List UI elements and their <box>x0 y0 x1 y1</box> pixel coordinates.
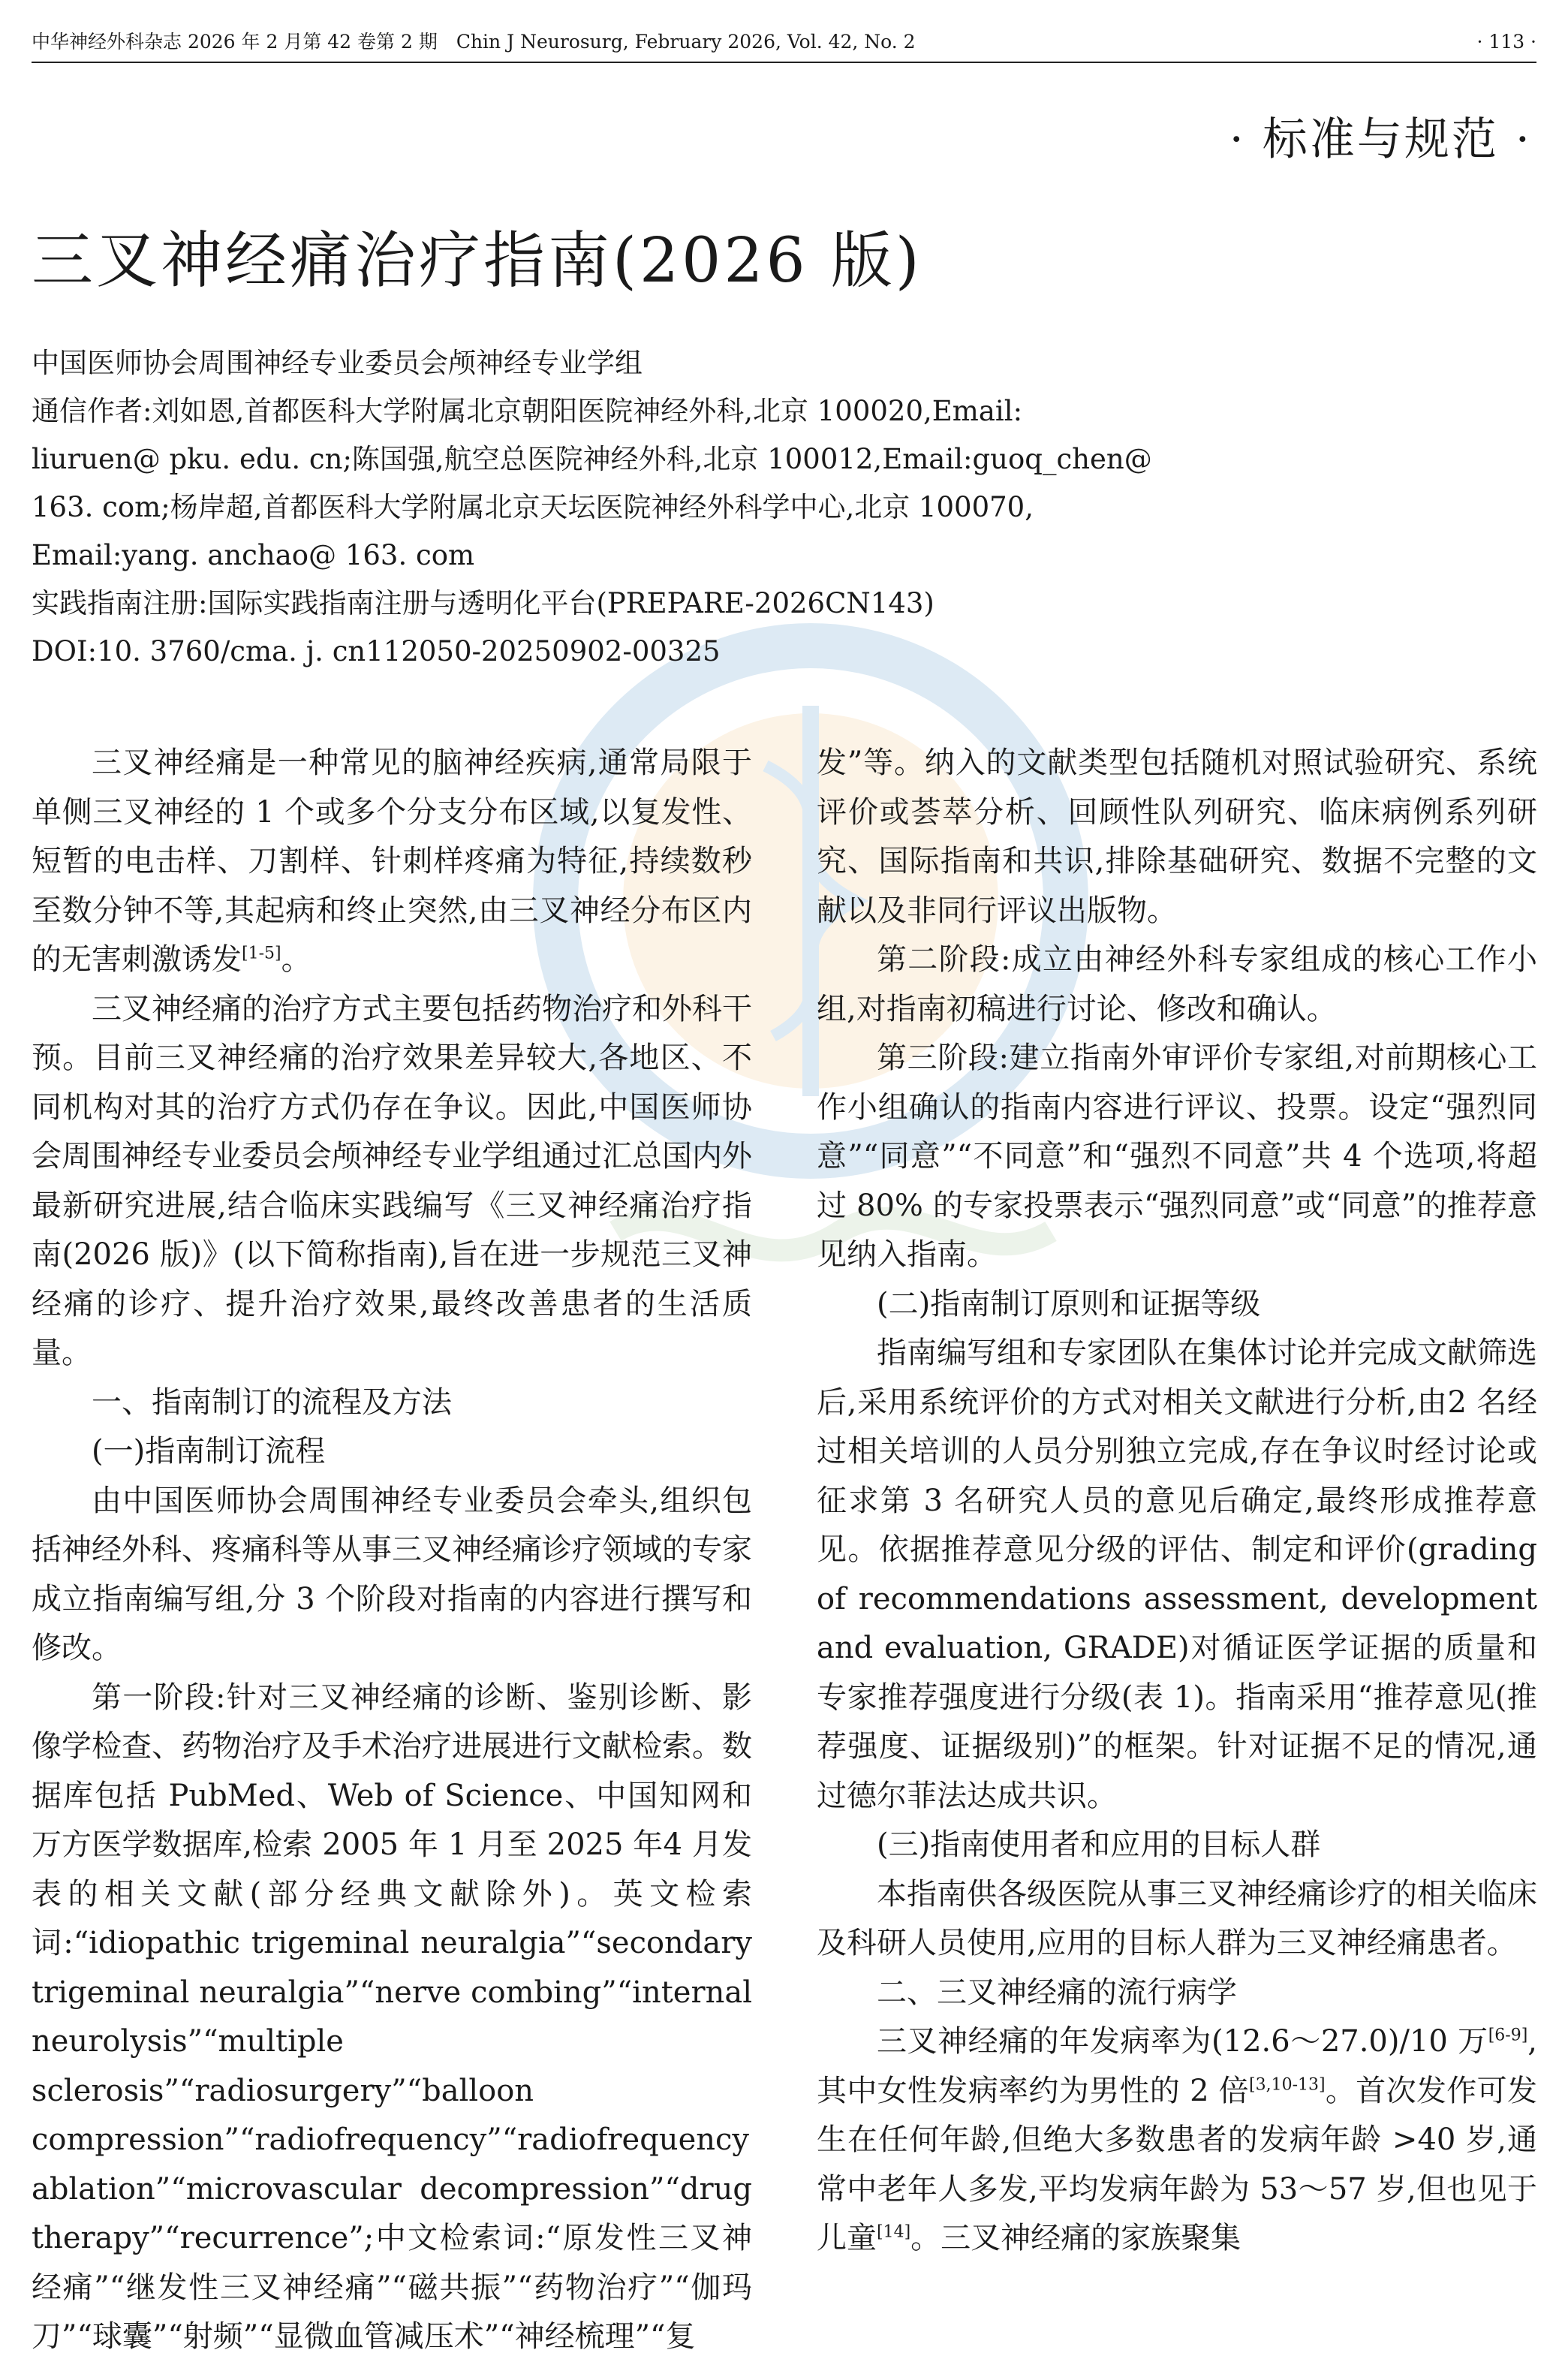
author-group: 中国医师协会周围神经专业委员会颅神经专业学组 <box>32 347 643 379</box>
running-header <box>32 20 1536 63</box>
corresponding-authors-line-3: 163. com;杨岸超,首都医科大学附属北京天坛医院神经外科学中心,北京 100070, <box>32 491 1034 523</box>
intro-paragraph-1: 三叉神经痛是一种常见的脑神经疾病,通常局限于单侧三叉神经的 1 个或多个分支分布区域,以复发性、短暂的电击样、刀割样、针刺样疼痛为特征,持续数秒至数分钟不等,其起病和终止突然,由三叉神经分布区内的无害刺激诱发[1-5]。 <box>32 746 752 977</box>
guideline-registry: 实践指南注册:国际实践指南注册与透明化平台(PREPARE-2026CN143) <box>32 587 934 619</box>
corresponding-authors-line-4: Email:yang. anchao@ 163. com <box>32 539 475 571</box>
subsection-heading-1-1: (一)指南制订流程 <box>92 1434 326 1469</box>
right-column <box>817 739 1537 2264</box>
target-users-paragraph: 本指南供各级医院从事三叉神经痛诊疗的相关临床及科研人员使用,应用的目标人群为三叉神经痛患者。 <box>817 1876 1537 1960</box>
left-column <box>32 739 752 2362</box>
stage-two-paragraph: 第二阶段:成立由神经外科专家组成的核心工作小组,对指南初稿进行讨论、修改和确认。 <box>817 942 1537 1026</box>
evidence-paragraph: 指南编写组和专家团队在集体讨论并完成文献筛选后,采用系统评价的方式对相关文献进行分析,由2 名经过相关培训的人员分别独立完成,存在争议时经讨论或征求第 3 名研究人员的意见后确定,最终形成推荐意见。依据推荐意见分级的评估、制定和评价(grading of recommendations assessment, development and evaluation, GRADE)对循证医学证据的质量和专家推荐强度进行分级(表 1)。指南采用“推荐意见(推荐强度、证据级别)”的框架。针对证据不足的情况,通过德尔菲法达成共识。 <box>817 1336 1537 1813</box>
subsection-heading-1-3: (三)指南使用者和应用的目标人群 <box>877 1827 1321 1862</box>
stage-one-continued: 发”等。纳入的文献类型包括随机对照试验研究、系统评价或荟萃分析、回顾性队列研究、临床病例系列研究、国际指南和共识,排除基础研究、数据不完整的文献以及非同行评议出版物。 <box>817 746 1537 928</box>
article-title: 三叉神经痛治疗指南(2026 版) <box>32 225 922 297</box>
stage-three-paragraph: 第三阶段:建立指南外审评价专家组,对前期核心工作小组确认的指南内容进行评议、投票。设定“强烈同意”“同意”“不同意”和“强烈不同意”共 4 个选项,将超过 80% 的专家投票表示“强烈同意”或“同意”的推荐意见纳入指南。 <box>817 1041 1537 1272</box>
process-paragraph: 由中国医师协会周围神经专业委员会牵头,组织包括神经外科、疼痛科等从事三叉神经痛诊疗领域的专家成立指南编写组,分 3 个阶段对指南的内容进行撰写和修改。 <box>32 1483 752 1665</box>
article-meta <box>32 339 1308 676</box>
citation-ref: [14] <box>877 2222 911 2242</box>
journal-citation: 中华神经外科杂志 2026 年 2 月第 42 卷第 2 期 Chin J Neurosurg, February 2026, Vol. 42, No. 2 <box>32 31 916 53</box>
citation-ref: [6-9] <box>1488 2026 1528 2045</box>
corresponding-authors-line-2: liuruen@ pku. edu. cn;陈国强,航空总医院神经外科,北京 100012,Email:guoq_chen@ <box>32 443 1152 475</box>
section-tag: · 标准与规范 · <box>1229 113 1532 166</box>
doi: DOI:10. 3760/cma. j. cn112050-20250902-00325 <box>32 635 721 667</box>
intro-paragraph-2: 三叉神经痛的治疗方式主要包括药物治疗和外科干预。目前三叉神经痛的治疗效果差异较大,各地区、不同机构对其的治疗方式仍存在争议。因此,中国医师协会周围神经专业委员会颅神经专业学组通过汇总国内外最新研究进展,结合临床实践编写《三叉神经痛治疗指南(2026 版)》(以下简称指南),旨在进一步规范三叉神经痛的诊疗、提升治疗效果,最终改善患者的生活质量。 <box>32 991 752 1370</box>
epidemiology-paragraph: 三叉神经痛的年发病率为(12.6～27.0)/10 万[6-9],其中女性发病率约为男性的 2 倍[3,10-13]。首次发作可发生在任何年龄,但绝大多数患者的发病年龄 >40 岁,通常中老年人多发,平均发病年龄为 53～57 岁,但也见于儿童[14]。三叉神经痛的家族聚集 <box>817 2024 1537 2255</box>
subsection-heading-1-2: (二)指南制订原则和证据等级 <box>877 1286 1261 1321</box>
page-number: · 113 · <box>1476 31 1536 53</box>
section-heading-2: 二、三叉神经痛的流行病学 <box>877 1975 1237 2010</box>
citation-ref: [1-5] <box>242 944 281 963</box>
section-heading-1: 一、指南制订的流程及方法 <box>92 1384 452 1420</box>
corresponding-authors-line-1: 通信作者:刘如恩,首都医科大学附属北京朝阳医院神经外科,北京 100020,Email: <box>32 395 1023 427</box>
stage-one-paragraph: 第一阶段:针对三叉神经痛的诊断、鉴别诊断、影像学检查、药物治疗及手术治疗进展进行文献检索。数据库包括 PubMed、Web of Science、中国知网和万方医学数据库,检索 2005 年 1 月至 2025 年4 月发表的相关文献(部分经典文献除外)。英文检索词:“idiopathic trigeminal neuralgia”“secondary trigeminal neuralgia”“nerve combing”“internal neurolysis”“multiple sclerosis”“radiosurgery”“balloon compression”“radiofrequency”“radiofrequency ablation”“microvascular decompression”“drug therapy”“recurrence”;中文检索词:“原发性三叉神经痛”“继发性三叉神经痛”“磁共振”“药物治疗”“伽玛刀”“球囊”“射频”“显微血管减压术”“神经梳理”“复 <box>32 1680 752 2354</box>
citation-ref: [3,10-13] <box>1249 2075 1326 2095</box>
